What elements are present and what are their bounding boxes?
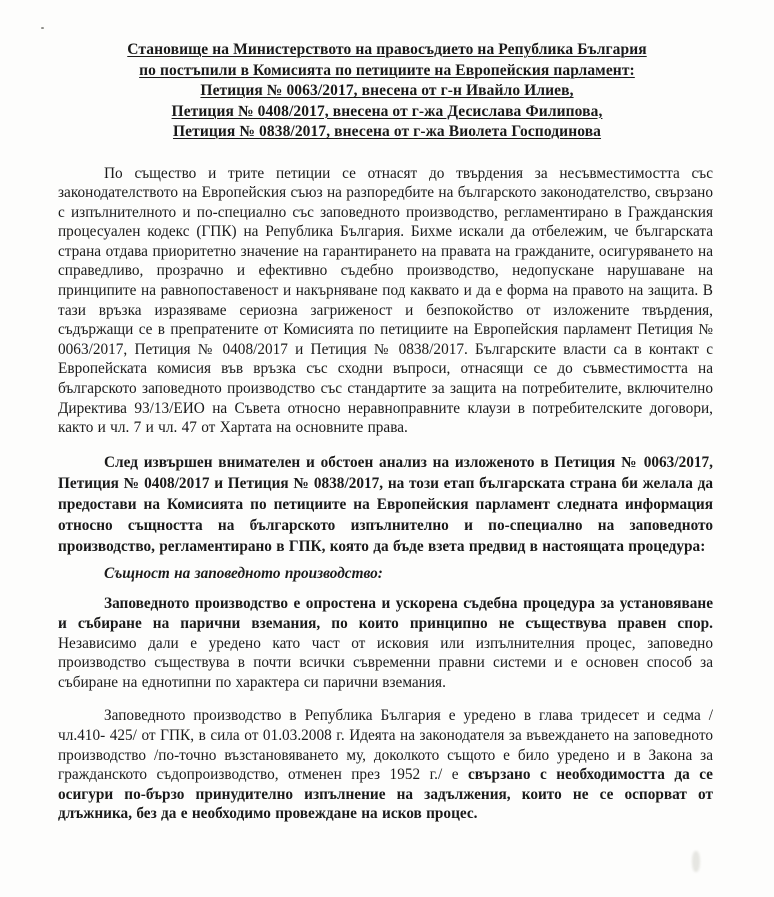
scan-smudge: [692, 851, 700, 872]
scan-speckle: [41, 27, 44, 29]
document-body: [58, 164, 713, 824]
document-title-block: [0, 0, 774, 143]
paragraph-history-start: Заповедното производство в Република България е уредено в глава тридесет и седма /чл.410- 425/ от ГПК, в сила от 01.03.2008 г. Идеята на законодателя за въвеждането на заповедното производство /по-точно възстановяването му, доколкото същото е било уредено и в Закона за гражданското съдопроизводство, отменен през 1952 г./ е: [58, 707, 713, 784]
title-line-2: по постъпили в Комисията по петициите на Европейския парламент:: [139, 61, 635, 79]
title-line-5: Петиция № 0838/2017, внесена от г-жа Виолета Господинова: [172, 123, 602, 140]
paragraph-history-bold: свързано с необходимостта да се осигури по-бързо принудително изпълнение на задължения, които не се оспорват от длъжника, без да е необходимо провеждане на исков процес.: [58, 766, 713, 823]
paragraph-analysis: След извършен внимателен и обстоен анализ на изложеното в Петиция № 0063/2017, Петиция № 0408/2017 и Петиция № 0838/2017, на този етап българската страна би желала да предостави на Комисията по петициите на Европейския парламент следната информация относно същността на българското изпълнително и по-специално на заповедното производство, регламентирано в ГПК, която да бъде взета предвид в настоящата процедура:: [58, 453, 713, 555]
paragraph-definition-bold: Заповедното производство е опростена и ускорена съдебна процедура за установяване и събиране на парични вземания, по които принципно не съществува правен спор.: [58, 595, 713, 632]
title-line: [0, 61, 774, 82]
title-line-3: Петиция № 0063/2017, внесена от г-н Ивайло Илиев,: [200, 82, 574, 99]
paragraph-definition-rest: Независимо дали е уредено като част от исковия или изпълнителния процес, заповедно производство съществува в почти всички съвременни правни системи и е основен способ за събиране на еднотипни по характера си парични вземания.: [58, 634, 713, 691]
title-line-1: Становище на Министерството на правосъдието на Република България: [127, 41, 647, 58]
paragraph-history: [58, 706, 713, 824]
title-line: [0, 81, 774, 102]
section-heading: Същност на заповедното производство:: [104, 564, 383, 582]
title-line-4: Петиция № 0408/2017, внесена от г-жа Десислава Филипова,: [171, 102, 603, 120]
paragraph-definition: [58, 594, 713, 692]
title-line: [0, 102, 774, 123]
title-line: [0, 40, 774, 61]
title-line: [0, 122, 774, 143]
paragraph-intro: По същество и трите петиции се отнасят до твърдения за несъвместимостта със законодателството на Европейския съюз на разпоредбите на българското законодателство, свързано с изпълнителното и по-специално със заповедното производство, регламентирано в Гражданския процесуален кодекс (ГПК) на Република България. Бихме искали да отбележим, че българската страна отдава приоритетно значение на гарантирането на правата на гражданите, осигуряването на справедливо, прозрачно и ефективно съдебно производство, недопускане нарушаване на принципите на равнопоставеност и накърняване под каквато и да е форма на правото на защита. В тази връзка изразяваме сериозна загриженост и безпокойство от изложените твърдения, съдържащи се в препратените от Комисията по петициите на Европейския парламент Петиция № 0063/2017, Петиция № 0408/2017 и Петиция № 0838/2017. Българските власти са в контакт с Европейската комисия във връзка със сходни въпроси, отнасящи се до съвместимостта на българското заповедното производство със стандартите за защита на потребителите, включително Директива 93/13/ЕИО на Съвета относно неравноправните клаузи в потребителските договори, както и чл. 7 и чл. 47 от Хартата на основните права.: [58, 164, 713, 437]
